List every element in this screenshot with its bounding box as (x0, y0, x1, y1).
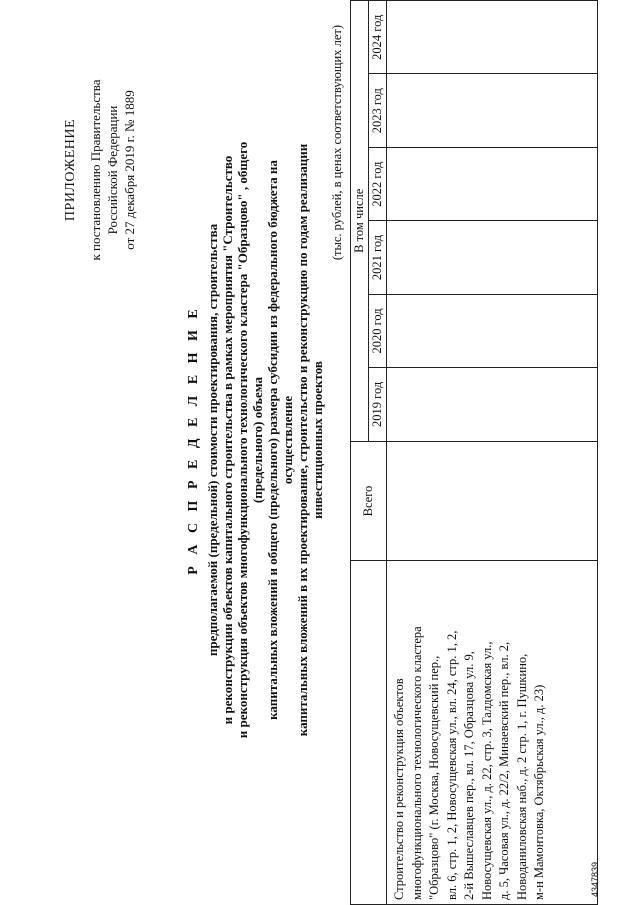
units-note: (тыс. рублей, в ценах соответствующих лет) (330, 25, 344, 261)
header-group: В том числе (351, 1, 369, 442)
total-value-cell (387, 441, 598, 561)
header-year-2024: 2024 год (369, 1, 387, 74)
year-value-cell (387, 368, 598, 441)
appendix-label: ПРИЛОЖЕНИЕ (63, 118, 78, 222)
title-line-1: предполагаемой (предельной) стоимости проектирования, строительства (205, 223, 220, 657)
project-line: Строительство и реконструкция объектов (392, 678, 406, 900)
header-name-cell (351, 561, 387, 905)
document-code: 4347839 (590, 861, 600, 897)
project-line: 2-й Вышеславцев пер., вл. 17, Образцова ул. 9, (462, 651, 476, 900)
title-line-5: капитальных вложений в их проектирование, строительство и реконструкцию по годам реализации (295, 143, 310, 737)
appendix-line-2: Российской Федерации (105, 105, 120, 235)
header-year-2020: 2020 год (369, 294, 387, 367)
document-title (186, 135, 325, 745)
appendix-line-1: к постановлению Правительства (88, 79, 103, 261)
header-year-2019: 2019 год (369, 368, 387, 441)
header-year-2022: 2022 год (369, 147, 387, 220)
table-row (387, 1, 598, 905)
project-line: Новоданиловская наб., д. 2 стр. 1, г. Пушкино, (514, 653, 529, 900)
header-year-2021: 2021 год (369, 221, 387, 294)
year-value-cell (387, 74, 598, 147)
project-line: многофункционального технологического кластера (409, 626, 424, 900)
header-year-2023: 2023 год (369, 74, 387, 147)
appendix-line-3: от 27 декабря 2019 г. № 1889 (122, 90, 137, 250)
header-total: Всего (351, 441, 387, 561)
project-name-cell (387, 561, 598, 905)
project-line: д. 5, Часовая ул., д. 22/2, Минаевский пер., вл. 2, (497, 641, 511, 900)
year-value-cell (387, 1, 598, 74)
title-line-4: капитальных вложений и общего (предельного) размера субсидии из федерального бюджета на осуществление (265, 160, 295, 720)
year-value-cell (387, 147, 598, 220)
distribution-table (350, 0, 598, 905)
project-line: вл. 6, стр. 1, 2, Новосущевская ул., вл. 24, стр. 1, 2, (444, 630, 459, 900)
title-main: Р А С П Р Е Д Е Л Е Н И Е (186, 305, 201, 575)
year-value-cell (387, 294, 598, 367)
project-line: м-н Мамонтовка, Октябрьская ул., д. 23) (532, 684, 546, 900)
title-line-3: и реконструкция объектов многофункционального технологического кластера "Образцово" , общего (предельного) объема (235, 141, 265, 739)
project-line: Новосущевская ул., д. 22, стр. 3, Талдомская ул., (479, 641, 494, 900)
title-line-2: и реконструкции объектов капитального строительства в рамках мероприятия "Строительство (220, 155, 235, 725)
year-value-cell (387, 221, 598, 294)
appendix-header (62, 20, 138, 320)
project-line: "Образцово" (г. Москва, Новосущевский пер., (427, 655, 441, 900)
title-line-6: инвестиционных проектов (310, 361, 325, 519)
